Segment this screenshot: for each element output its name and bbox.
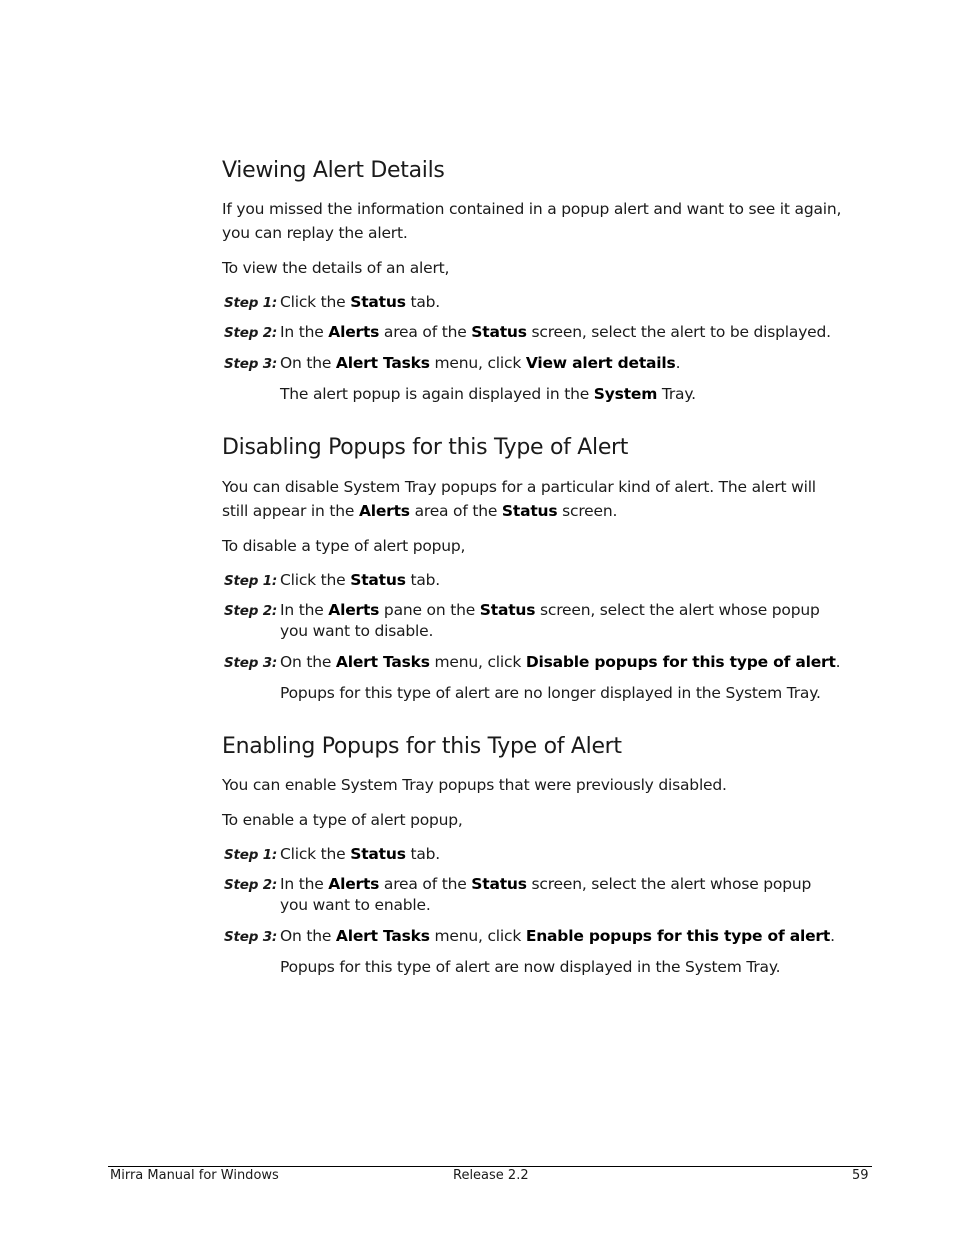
footer-rule xyxy=(108,1166,872,1167)
ui-term: Status xyxy=(350,293,406,312)
section-intro: If you missed the information contained in a popup alert and want to see it again, you can replay the alert. xyxy=(222,200,842,243)
ui-term: Disable popups for this type of alert xyxy=(525,652,836,671)
section-lead: To view the details of an alert, xyxy=(222,259,450,278)
section-viewing-alert-details xyxy=(222,158,842,405)
step-item xyxy=(222,292,842,313)
ui-term: Alerts xyxy=(328,875,380,894)
section-lead: To disable a type of alert popup, xyxy=(222,536,466,555)
ui-term: Enable popups for this type of alert xyxy=(525,927,831,946)
step-text: Click the Status tab. xyxy=(280,293,441,312)
step-text: Click the Status tab. xyxy=(280,845,441,864)
step-result: Popups for this type of alert are now displayed in the System Tray. xyxy=(280,958,781,977)
step-item xyxy=(222,322,842,343)
ui-term: Alert Tasks xyxy=(335,927,430,946)
ui-term: Status xyxy=(479,600,536,619)
step-text: On the Alert Tasks menu, click Enable popups for this type of alert. xyxy=(280,927,835,946)
footer-release: Release 2.2 xyxy=(453,1168,529,1183)
step-text: On the Alert Tasks menu, click Disable popups for this type of alert. xyxy=(280,652,841,671)
section-heading: Viewing Alert Details xyxy=(222,158,445,183)
step-item xyxy=(222,844,842,865)
step-item xyxy=(222,874,842,916)
step-result: Popups for this type of alert are no longer displayed in the System Tray. xyxy=(280,683,821,702)
footer-page-number: 59 xyxy=(852,1168,869,1183)
ui-term: View alert details xyxy=(525,354,676,373)
ui-term: Status xyxy=(501,501,558,520)
step-label: Step 2: xyxy=(224,325,278,342)
step-item xyxy=(222,652,842,673)
step-label: Step 3: xyxy=(224,654,278,671)
ui-term: Alert Tasks xyxy=(335,652,430,671)
step-text: Click the Status tab. xyxy=(280,570,441,589)
ui-term: Alerts xyxy=(358,501,410,520)
step-text: In the Alerts area of the Status screen, select the alert to be displayed. xyxy=(280,323,831,342)
step-label: Step 3: xyxy=(224,929,278,946)
step-label: Step 2: xyxy=(224,602,278,619)
section-disabling-popups xyxy=(222,435,842,703)
ui-term: Status xyxy=(350,845,406,864)
step-label: Step 1: xyxy=(224,295,278,312)
step-text: On the Alert Tasks menu, click View alert details. xyxy=(280,354,681,373)
section-lead: To enable a type of alert popup, xyxy=(222,811,463,830)
ui-term: Alert Tasks xyxy=(335,354,430,373)
step-label: Step 3: xyxy=(224,356,278,373)
document-body xyxy=(222,158,842,978)
step-label: Step 1: xyxy=(224,847,278,864)
step-item xyxy=(222,570,842,591)
ui-term: Status xyxy=(471,323,527,342)
step-item xyxy=(222,926,842,947)
step-item xyxy=(222,600,842,642)
section-enabling-popups xyxy=(222,734,842,978)
section-intro: You can disable System Tray popups for a particular kind of alert. The alert will still appear in the Alerts area of the Status screen. xyxy=(222,477,816,520)
step-label: Step 2: xyxy=(224,877,278,894)
ui-term: Status xyxy=(350,570,406,589)
ui-term: Status xyxy=(471,875,527,894)
step-item xyxy=(222,353,842,374)
step-result: The alert popup is again displayed in the System Tray. xyxy=(280,385,696,404)
section-heading: Disabling Popups for this Type of Alert xyxy=(222,435,629,461)
section-heading: Enabling Popups for this Type of Alert xyxy=(222,733,622,759)
section-intro: You can enable System Tray popups that were previously disabled. xyxy=(222,776,727,795)
step-label: Step 1: xyxy=(224,572,278,589)
step-text: In the Alerts pane on the Status screen, select the alert whose popup you want to disable. xyxy=(280,600,820,640)
step-text: In the Alerts area of the Status screen, select the alert whose popup you want to enable. xyxy=(280,875,812,915)
ui-term: System xyxy=(593,385,658,404)
ui-term: Alerts xyxy=(328,600,380,619)
footer-manual-title: Mirra Manual for Windows xyxy=(110,1168,279,1183)
ui-term: Alerts xyxy=(328,323,380,342)
